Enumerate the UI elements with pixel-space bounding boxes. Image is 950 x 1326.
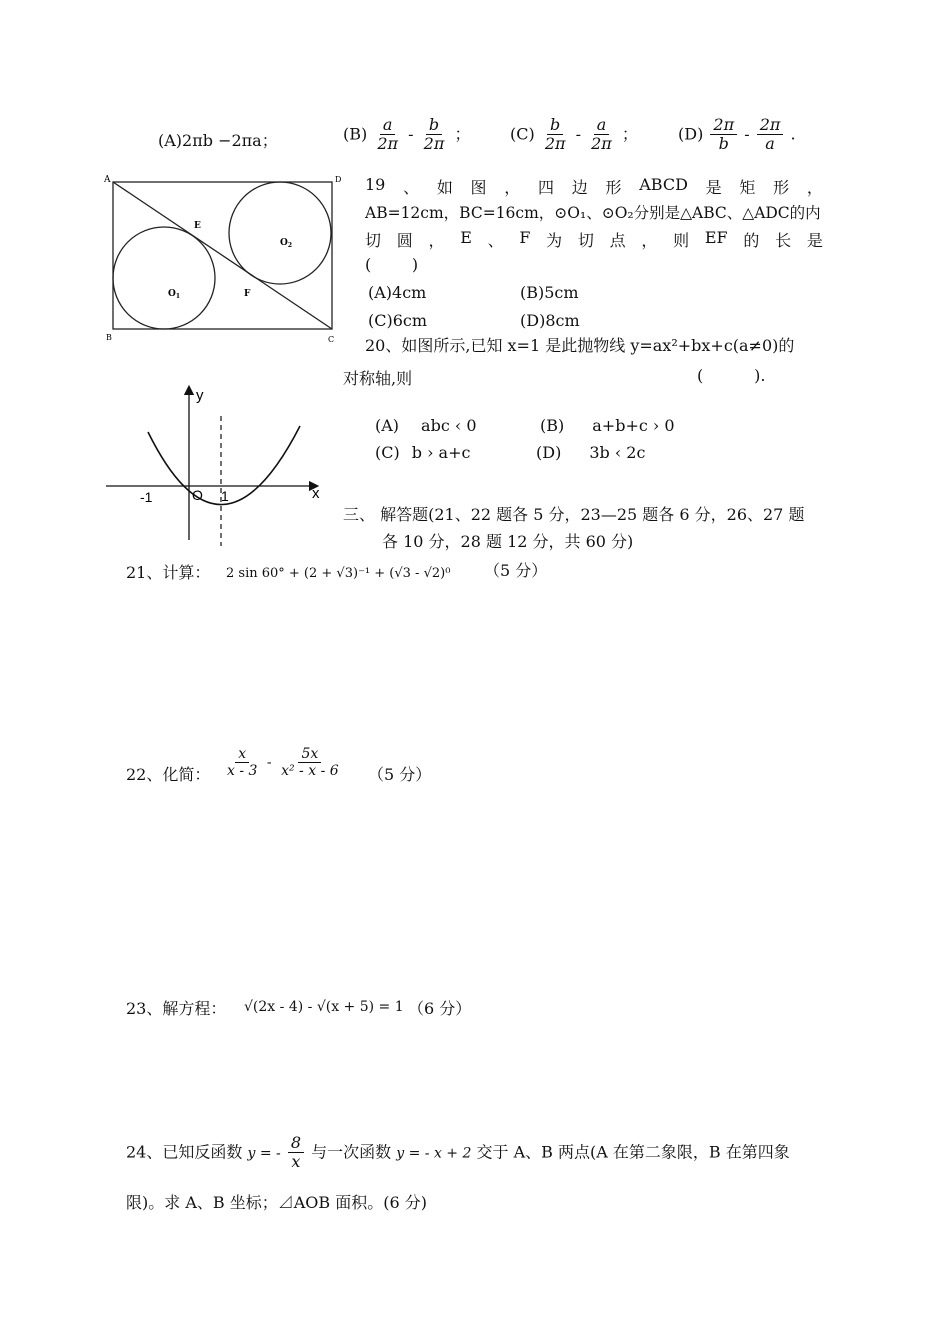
q20-line2: 对称轴,则 — [343, 369, 413, 388]
q18-d-label: (D) — [678, 124, 704, 144]
q19-option-d: (D)8cm — [520, 311, 580, 330]
q18-option-a: (A)2πb −2πa； — [158, 131, 278, 150]
q19-line3-token: 则 — [673, 231, 690, 250]
q19-rectangle-figure — [100, 170, 345, 345]
q22-expression — [222, 746, 344, 779]
q19-line3-token: 是 — [806, 231, 823, 250]
q19-line1-token: ， — [806, 178, 823, 197]
q19-line3 — [365, 228, 823, 251]
q19-line1-token: 是 — [705, 178, 722, 197]
label-o2: $O_2$ — [280, 238, 293, 249]
q18-d-frac2: $\frac{2\pi}{a}$ — [757, 116, 784, 154]
q19-line1-token: 、 — [403, 178, 420, 197]
q19-line3-token: EF — [704, 228, 728, 247]
q18-b-frac1: $\frac{a}{2\pi}$ — [377, 115, 399, 154]
incircle-o2 — [229, 182, 331, 284]
q19-line3-token: 长 — [775, 231, 792, 250]
q18-d-frac1: $\frac{2\pi}{b}$ — [710, 116, 737, 154]
label-f: F — [244, 289, 251, 299]
q22-frac2: $\frac{5x}{\text{x² - x - 6}}$ — [281, 746, 339, 780]
label-o1: $O_1$ — [168, 289, 181, 300]
label-b: B — [106, 333, 112, 342]
q19-line1-token: ， — [504, 178, 521, 197]
q19-line1-token: 19 — [365, 175, 386, 194]
q19-line2: AB=12cm，BC=16cm，⊙O₁、⊙O₂分别是△ABC、△ADC的内 — [365, 204, 821, 222]
section3-heading-line2: 各 10 分，28 题 12 分，共 60 分) — [382, 532, 634, 551]
q21-label: 21、计算： — [126, 563, 211, 582]
label-one: 1 — [221, 488, 229, 504]
q20-option-b: (B) a+b+c › 0 — [540, 416, 675, 435]
diagonal-ac — [113, 182, 332, 329]
section3-heading-line1: 三、 解答题(21、22 题各 5 分，23—25 题各 6 分，26、27 题 — [343, 505, 805, 524]
q18-c-frac2: $\frac{a}{2\pi}$ — [591, 115, 612, 154]
q19-line1-token: 如 — [436, 178, 453, 197]
q20-option-d: (D) 3b ‹ 2c — [536, 443, 646, 462]
q19-line1-token: 形 — [605, 178, 622, 197]
q19-line3-token: 切 — [577, 231, 594, 250]
q18-b-frac2: $\frac{b}{2\pi}$ — [423, 115, 445, 154]
q22-score: （5 分） — [368, 765, 432, 784]
q24-linear: y = - x + 2 — [396, 1145, 472, 1162]
q22-minus: - — [266, 754, 272, 771]
label-c: C — [328, 335, 335, 344]
q21-expression: 2 sin 60° + (2 + √3)⁻¹ + (√3 - √2)⁰ — [226, 566, 451, 581]
q19-line1-token: 矩 — [739, 178, 756, 197]
q19-line3-token: 、 — [487, 231, 504, 250]
q19-line3-token: E — [460, 228, 472, 247]
label-a: A — [104, 175, 111, 185]
q22-frac1: $\frac{x}{x - 3}$ — [227, 746, 258, 780]
label-e: E — [194, 221, 201, 231]
q24-mid: 与一次函数 — [311, 1142, 392, 1162]
q18-b-label: (B) — [343, 124, 368, 144]
q18-b-end: ； — [454, 124, 471, 144]
q23-score: （6 分） — [408, 999, 472, 1018]
q22-label: 22、化简： — [126, 765, 211, 784]
q19-line3-token: ， — [641, 231, 658, 250]
q19-line1-token: ABCD — [639, 175, 688, 194]
q21-score: （5 分） — [484, 561, 548, 580]
q18-option-c — [510, 116, 638, 154]
q19-line3-token: 为 — [546, 231, 563, 250]
q20-line1: 20、如图所示,已知 x=1 是此抛物线 y=ax²+bx+c(a≠0)的 — [365, 336, 795, 355]
q19-line3-token: 切 — [365, 231, 382, 250]
q24-line1 — [126, 1134, 790, 1172]
q18-option-d — [678, 116, 796, 154]
incircle-o1 — [113, 227, 215, 329]
label-x: x — [312, 485, 320, 502]
q19-option-a: (A)4cm — [368, 283, 427, 302]
q18-c-end: ； — [621, 124, 638, 144]
q19-line3-token: F — [519, 228, 531, 247]
label-neg1: -1 — [140, 489, 153, 505]
q18-c-minus: - — [575, 124, 582, 144]
label-origin: O — [192, 487, 203, 503]
q20-option-a: (A) abc ‹ 0 — [375, 416, 477, 435]
q19-line1 — [365, 175, 823, 198]
q18-d-minus: - — [744, 124, 750, 144]
q24-y-eq: y = - — [247, 1145, 281, 1162]
q18-option-b — [343, 116, 470, 154]
q19-line1-token: 形 — [773, 178, 790, 197]
label-y: y — [196, 387, 204, 404]
q19-line1-token: 图 — [470, 178, 487, 197]
q24-prefix: 24、已知反函数 — [126, 1142, 243, 1162]
q20-option-c: (C) b › a+c — [375, 443, 471, 462]
q19-line1-token: 四 — [538, 178, 555, 197]
q19-line1-token: 边 — [571, 178, 588, 197]
q19-option-c: (C)6cm — [368, 311, 428, 330]
q18-d-end: . — [790, 124, 796, 144]
q19-line3-token: 点 — [609, 231, 626, 250]
q20-answer-blank: ( ). — [697, 366, 766, 385]
q18-c-frac1: $\frac{b}{2\pi}$ — [544, 115, 566, 154]
q24-suffix: 交于 A、B 两点(A 在第二象限，B 在第四象 — [476, 1142, 790, 1162]
label-d: D — [335, 175, 342, 184]
q23-expression: √(2x - 4) - √(x + 5) = 1 — [244, 999, 404, 1015]
q19-option-b: (B)5cm — [520, 283, 579, 302]
q19-line3-token: 的 — [743, 231, 760, 250]
q19-line3-token: ， — [428, 231, 445, 250]
q19-answer-blank: ( ) — [365, 255, 419, 274]
q18-c-label: (C) — [510, 124, 535, 144]
q18-b-minus: - — [408, 124, 414, 144]
q24-line2: 限)。求 A、B 坐标；⊿AOB 面积。(6 分) — [126, 1193, 427, 1212]
q19-line3-token: 圆 — [396, 231, 413, 250]
q23-label: 23、解方程： — [126, 999, 227, 1018]
q20-parabola-figure — [100, 380, 330, 550]
q24-frac: $\frac{8}{x}$ — [288, 1134, 304, 1172]
